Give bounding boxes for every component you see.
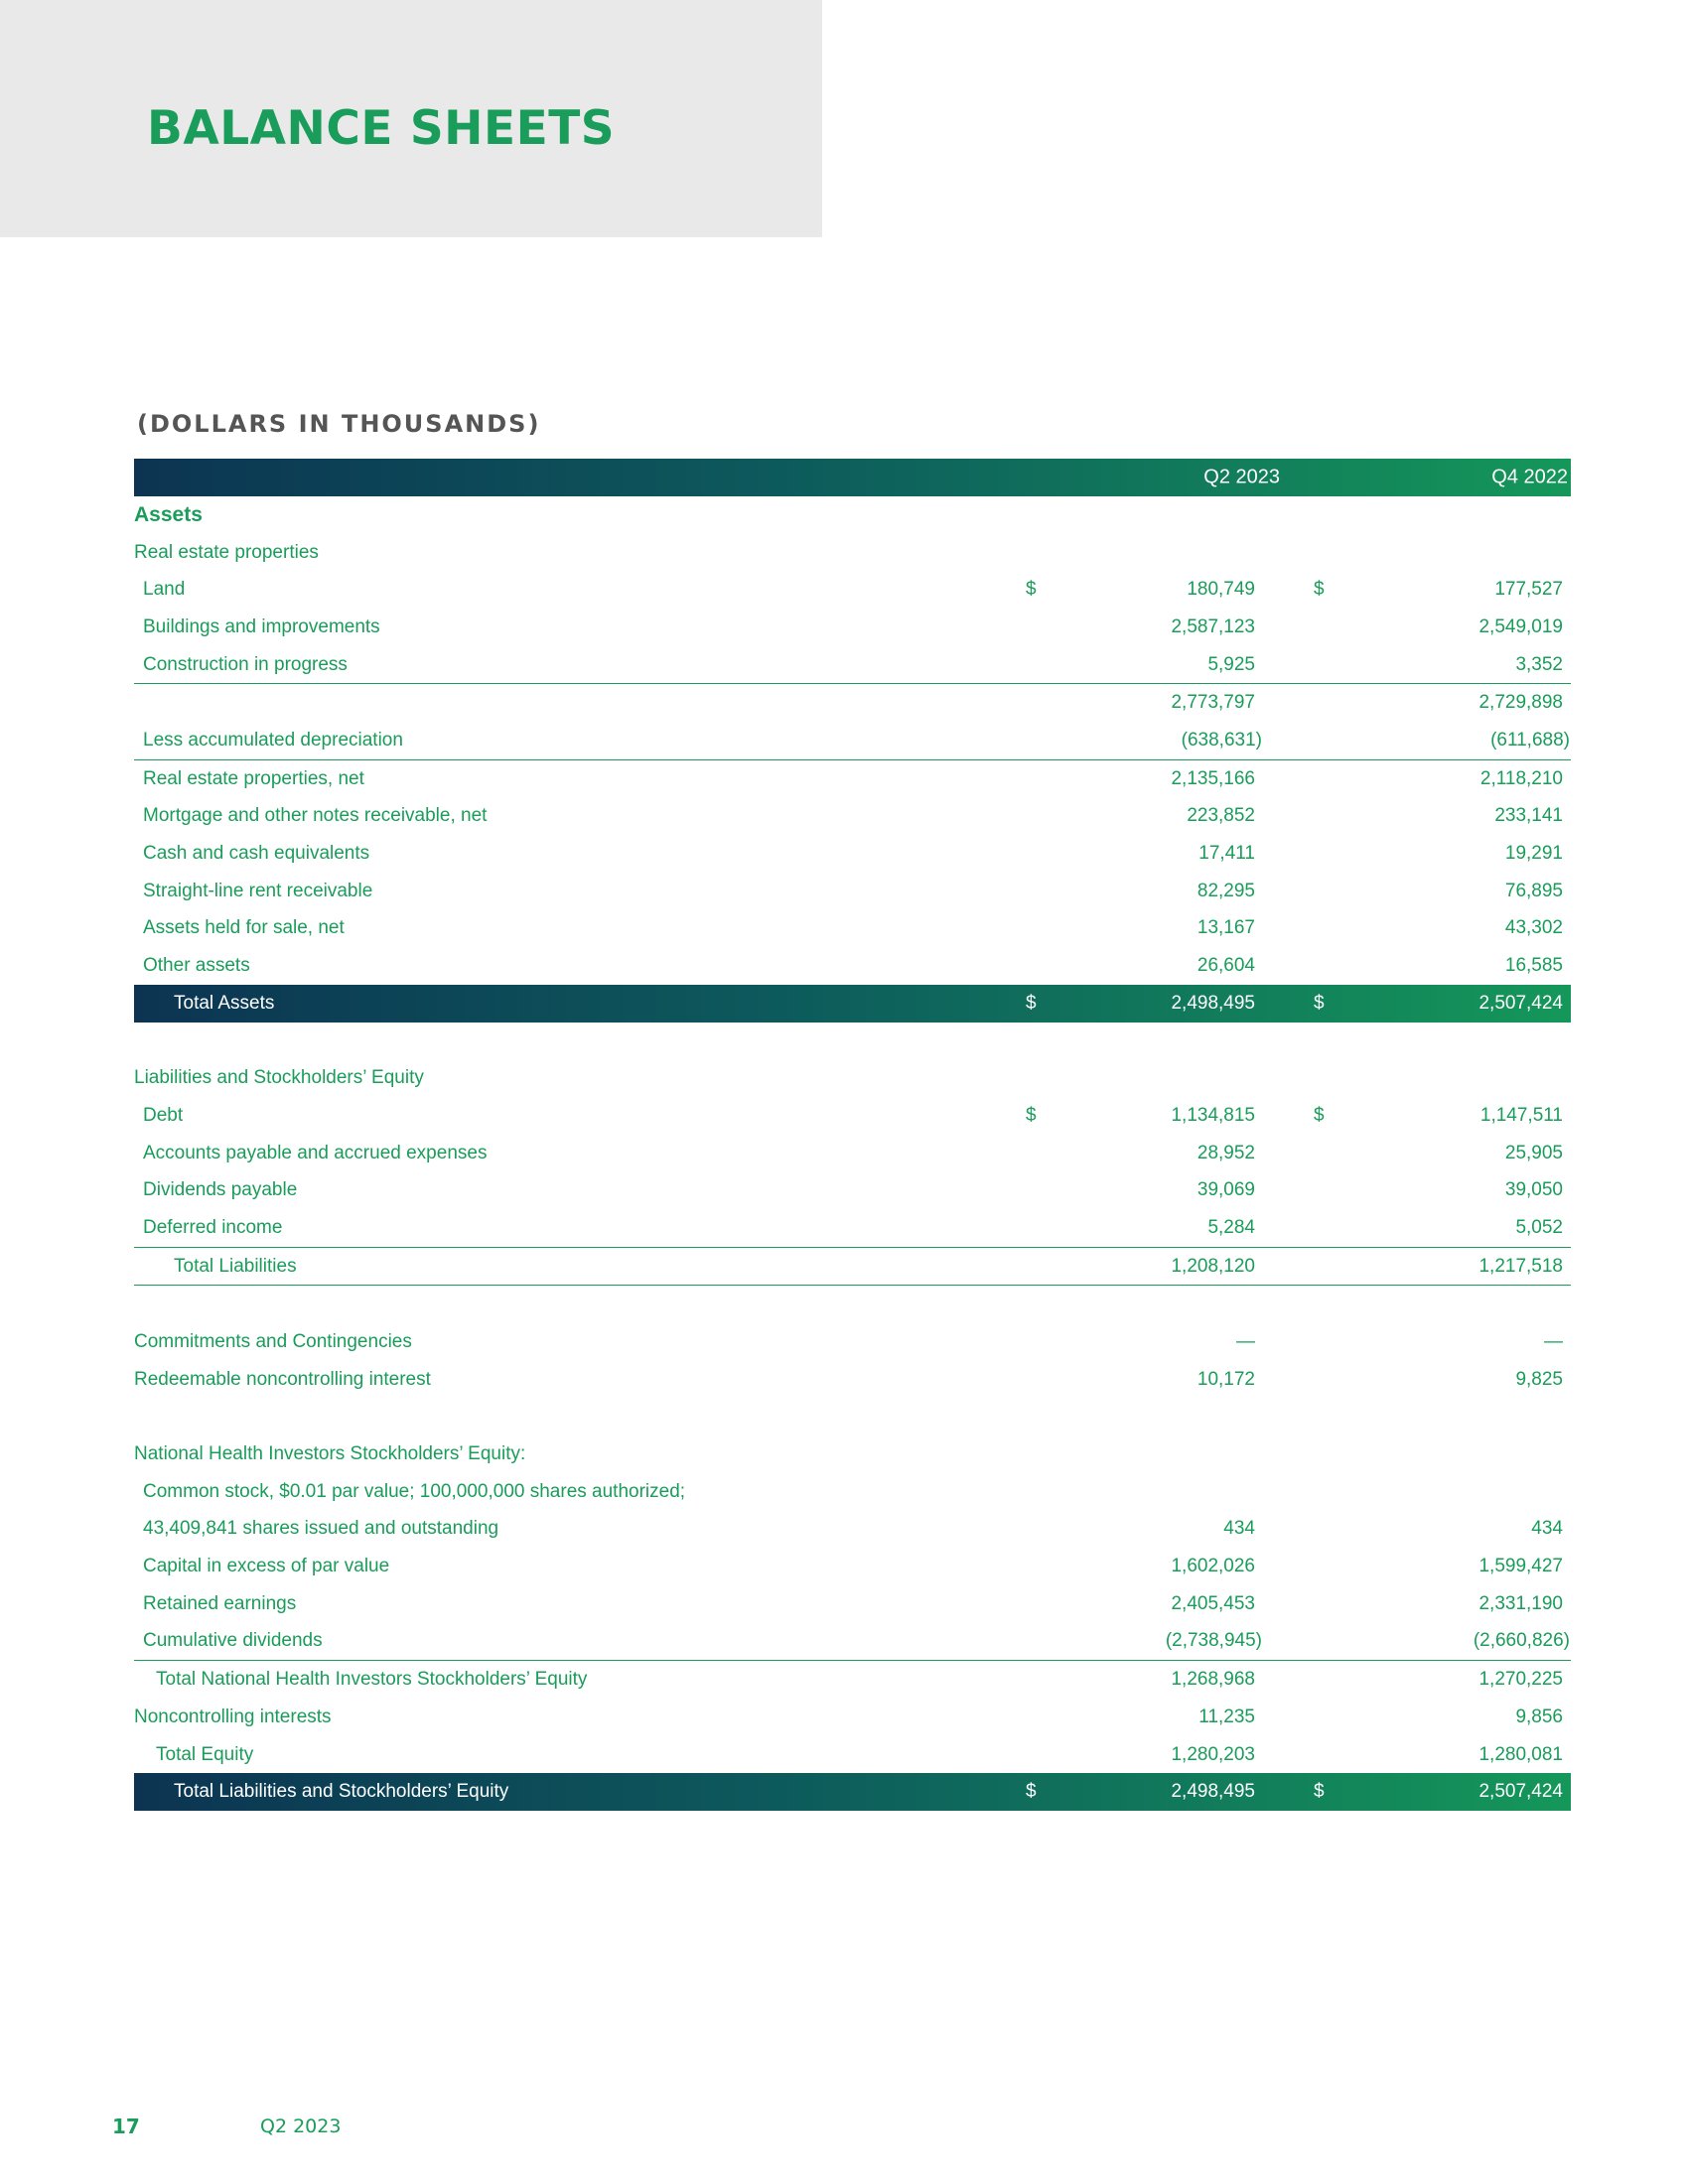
real-estate-heading: Real estate properties [134,541,319,563]
value-q4-2022: 1,599,427 [1478,1556,1563,1577]
row-label: Straight-line rent receivable [143,880,373,901]
table-row [134,1511,1571,1549]
row-label: Accounts payable and accrued expenses [143,1142,488,1163]
value-q2-2023: — [1236,1330,1255,1352]
value-q4-2022: (2,660,826) [1473,1630,1570,1652]
page-number: 17 [112,2115,140,2138]
value-q2-2023: 180,749 [1187,579,1255,601]
row-label: Real estate properties, net [143,767,364,789]
value-q4-2022: 2,729,898 [1478,692,1563,714]
currency-symbol: $ [1314,992,1325,1014]
value-q4-2022: 1,217,518 [1478,1255,1563,1277]
row-label: Cumulative dividends [143,1630,323,1652]
currency-symbol: $ [1026,579,1037,601]
table-row [134,835,1571,873]
total-nhi-equity-row [134,1661,1571,1699]
value-q4-2022: 43,302 [1504,917,1563,939]
value-q2-2023: 28,952 [1196,1142,1255,1163]
value-q2-2023: 5,284 [1207,1216,1255,1238]
table-row [134,1135,1571,1172]
assets-heading-row [134,496,1571,534]
value-q2-2023: 1,268,968 [1171,1669,1255,1691]
footer-period: Q2 2023 [260,2116,342,2137]
value-q2-2023: 1,134,815 [1171,1104,1255,1126]
table-row [134,1473,1571,1511]
table-header [134,459,1571,496]
table-row [134,571,1571,609]
balance-sheet-table [134,459,1571,1811]
value-q2-2023: 2,135,166 [1171,767,1255,789]
value-q4-2022: 76,895 [1504,880,1563,901]
total-assets-row [134,985,1571,1023]
value-q2-2023: 10,172 [1196,1368,1255,1390]
value-q2-2023: (638,631) [1181,729,1262,751]
value-q4-2022: 233,141 [1494,805,1563,827]
real-estate-heading-row [134,534,1571,572]
value-q2-2023: 223,852 [1187,805,1255,827]
value-q2-2023: 39,069 [1196,1179,1255,1201]
row-label: 43,409,841 shares issued and outstanding [143,1518,499,1540]
value-q2-2023: 1,602,026 [1171,1556,1255,1577]
row-label: Noncontrolling interests [134,1706,332,1727]
value-q2-2023: 2,498,495 [1171,992,1255,1014]
value-q2-2023: 2,498,495 [1171,1781,1255,1803]
value-q2-2023: 13,167 [1196,917,1255,939]
table-row [134,1171,1571,1209]
table-row [134,1585,1571,1623]
row-label: Total Assets [174,992,275,1014]
value-q4-2022: — [1544,1330,1563,1352]
table-row [134,609,1571,646]
row-label: Deferred income [143,1216,283,1238]
currency-symbol: $ [1314,579,1325,601]
value-q4-2022: 5,052 [1515,1216,1563,1238]
row-label: Other assets [143,955,250,977]
total-liabilities-row [134,1248,1571,1287]
value-q4-2022: 3,352 [1515,653,1563,675]
assets-heading: Assets [134,502,203,526]
nhi-equity-heading: National Health Investors Stockholders’ Equity: [134,1443,526,1465]
value-q4-2022: 1,280,081 [1478,1743,1563,1765]
value-q4-2022: 9,856 [1515,1706,1563,1727]
value-q2-2023: 2,773,797 [1171,692,1255,714]
table-row [134,722,1571,760]
spacer [134,1023,1571,1060]
liabilities-heading-row [134,1059,1571,1097]
subtotal-row [134,684,1571,722]
row-label: Mortgage and other notes receivable, net [143,805,488,827]
row-label: Capital in excess of par value [143,1556,390,1577]
currency-symbol: $ [1314,1104,1325,1126]
value-q4-2022: 2,331,190 [1478,1592,1563,1614]
nhi-equity-heading-row [134,1435,1571,1473]
row-label: Less accumulated depreciation [143,729,403,751]
spacer [134,1286,1571,1323]
table-row [134,947,1571,985]
table-row [134,910,1571,948]
spacer [134,1399,1571,1436]
row-label: Redeemable noncontrolling interest [134,1368,431,1390]
page-title: BALANCE SHEETS [147,101,616,156]
table-row [134,798,1571,836]
value-q2-2023: 2,405,453 [1171,1592,1255,1614]
row-label: Buildings and improvements [143,615,380,637]
table-row [134,1323,1571,1361]
row-label: Common stock, $0.01 par value; 100,000,000 shares authorized; [143,1480,686,1502]
row-label: Total Liabilities and Stockholders’ Equity [174,1781,509,1803]
table-row [134,1699,1571,1736]
value-q2-2023: 1,208,120 [1171,1255,1255,1277]
value-q2-2023: 26,604 [1196,955,1255,977]
value-q4-2022: 434 [1531,1518,1563,1540]
row-label: Commitments and Contingencies [134,1330,412,1352]
row-label: Total Equity [156,1743,254,1765]
currency-symbol: $ [1026,1104,1037,1126]
value-q4-2022: 177,527 [1494,579,1563,601]
value-q4-2022: 9,825 [1515,1368,1563,1390]
table-row [134,1623,1571,1662]
row-label: Assets held for sale, net [143,917,345,939]
row-label: Debt [143,1104,184,1126]
value-q4-2022: 2,549,019 [1478,615,1563,637]
row-label: Construction in progress [143,653,348,675]
value-q4-2022: 39,050 [1504,1179,1563,1201]
total-liabilities-equity-row [134,1773,1571,1811]
value-q2-2023: 5,925 [1207,653,1255,675]
value-q2-2023: 2,587,123 [1171,615,1255,637]
currency-symbol: $ [1026,992,1037,1014]
value-q4-2022: 2,507,424 [1478,992,1563,1014]
row-label: Total Liabilities [174,1255,297,1277]
row-label: Dividends payable [143,1179,298,1201]
row-label: Land [143,579,186,601]
value-q4-2022: 19,291 [1504,843,1563,865]
column-header-q4-2022: Q4 2022 [1491,466,1568,488]
table-row [134,873,1571,910]
row-label: Total National Health Investors Stockholders’ Equity [156,1669,588,1691]
value-q4-2022: 2,118,210 [1479,767,1563,789]
value-q2-2023: (2,738,945) [1165,1630,1262,1652]
total-equity-row [134,1736,1571,1774]
currency-symbol: $ [1026,1781,1037,1803]
value-q2-2023: 11,235 [1198,1706,1255,1727]
table-row [134,760,1571,798]
currency-symbol: $ [1314,1781,1325,1803]
value-q4-2022: 1,270,225 [1478,1669,1563,1691]
column-header-q2-2023: Q2 2023 [1203,466,1280,488]
title-block [0,0,822,237]
value-q2-2023: 434 [1223,1518,1255,1540]
value-q4-2022: 25,905 [1504,1142,1563,1163]
table-row [134,1548,1571,1585]
table-row [134,1097,1571,1135]
row-label: Retained earnings [143,1592,297,1614]
value-q4-2022: (611,688) [1490,729,1570,751]
value-q4-2022: 16,585 [1504,955,1563,977]
value-q4-2022: 1,147,511 [1479,1104,1563,1126]
units-caption: (DOLLARS IN THOUSANDS) [137,410,541,438]
value-q4-2022: 2,507,424 [1478,1781,1563,1803]
table-row [134,1209,1571,1248]
liabilities-heading: Liabilities and Stockholders’ Equity [134,1067,424,1089]
value-q2-2023: 1,280,203 [1171,1743,1255,1765]
value-q2-2023: 82,295 [1196,880,1255,901]
table-row [134,646,1571,685]
value-q2-2023: 17,411 [1198,843,1255,865]
row-label: Cash and cash equivalents [143,843,370,865]
table-row [134,1361,1571,1399]
